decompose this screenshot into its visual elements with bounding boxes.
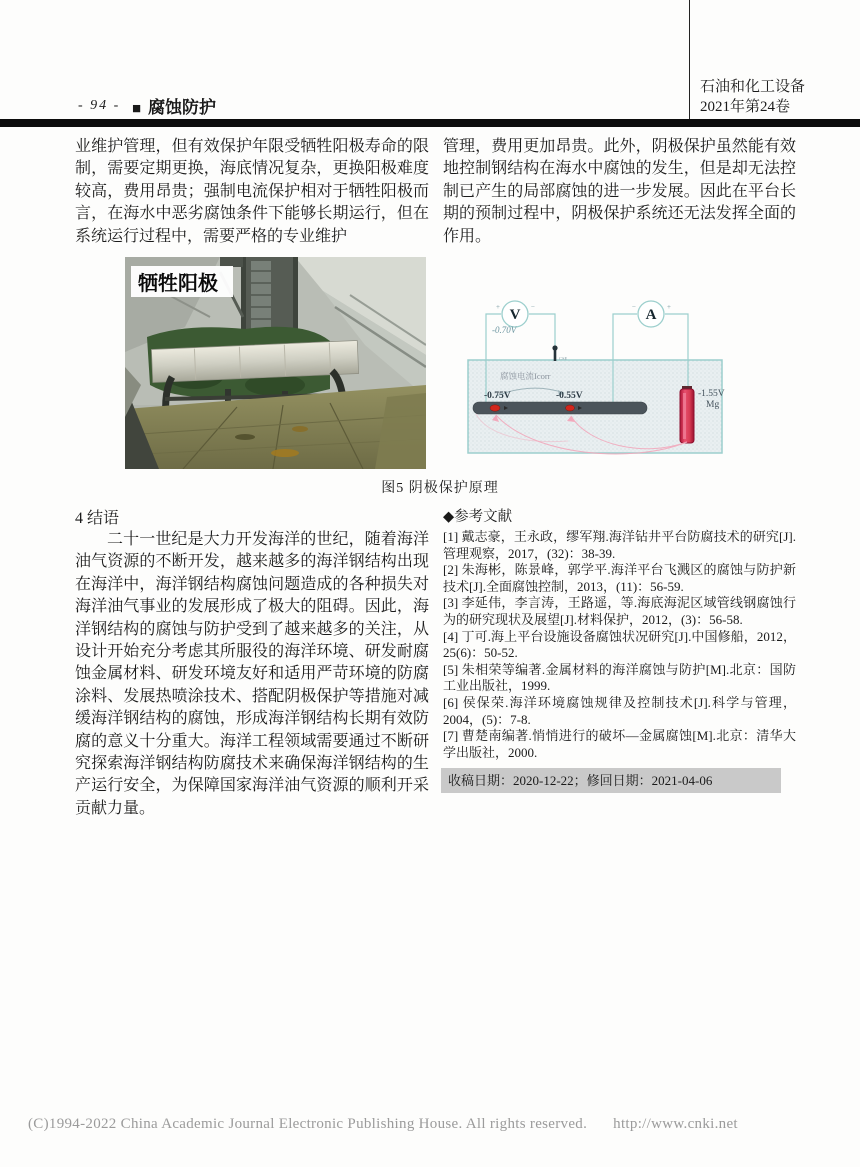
reference-item: [4] 丁可.海上平台设施设备腐蚀状况研究[J].中国修船，2012，25(6)：50-52. [443,628,796,661]
references-heading: ◆参考文献 [443,509,513,525]
section4-heading: 4 结语 [75,510,120,527]
journal-name: 石油和化工设备 [700,79,806,95]
header-divider [689,0,690,119]
corrosion-current-label: 腐蚀电流Icorr [500,371,551,381]
section-header [132,93,216,118]
reference-item: [3] 李延伟，李言涛，王路遥，等.海底海泥区域管线钢腐蚀行为的研究现状及展望[J].材料保护，2012，(3)：56-58. [443,595,796,627]
ammeter-plus: + [667,303,671,311]
references-list [443,529,796,761]
section-title: 腐蚀防护 [148,98,217,117]
corrosion-spot-right [566,405,575,411]
mg-anode-material: Mg [706,400,720,410]
right-paragraph: 管理，费用更加昂贵。此外，阴极保护虽然能有效地控制钢结构在海水中腐蚀的发生，但是却无法控制已产生的局部腐蚀的进一步发展。因此在平台长期的预制过程中，阴极保护系统还无法发挥全面的作用。 [443,138,796,245]
reference-item: [1] 戴志豪，王永政，缪军翔.海洋钻井平台防腐技术的研究[J].管理观察，2017，(32)：38-39. [443,529,796,561]
voltmeter-minus: − [531,303,535,311]
header-rule [0,119,860,127]
section-square-icon: ■ [132,100,142,117]
potential-left-label: -0.75V [484,391,511,401]
dates-bar: 收稿日期：2020-12-22；修回日期：2021-04-06 [441,768,781,793]
reference-item: [7] 曹楚南编著.悄悄进行的破坏—金属腐蚀[M].北京：清华大学出版社，2000. [443,728,796,760]
potential-right-label: -0.55V [556,391,583,401]
reference-item: [6] 侯保荣.海洋环境腐蚀规律及控制技术[J].科学与管理，2004，(5)：7-8. [443,694,796,727]
page-footer [28,1116,818,1133]
mg-anode-potential: -1.55V [698,389,725,399]
sacrificial-anode-photo [125,257,426,469]
reference-item: [5] 朱相荣等编著.金属材料的海洋腐蚀与防护[M].北京：国防工业出版社，1999. [443,661,796,694]
corrosion-spot-left [490,405,500,411]
page-number: - 94 - [78,98,121,113]
journal-info [700,77,805,117]
photo-label: 牺牲阳极 [138,273,218,295]
reference-electrode-label: CSE [559,356,568,361]
voltmeter-reading: -0.70V [492,325,517,335]
copyright-text: (C)1994-2022 China Academic Journal Electronic Publishing House. All rights reserved. [28,1116,588,1132]
voltmeter-symbol: V [509,307,521,323]
photo-illustration [125,257,426,469]
reference-electrode-icon [552,345,557,361]
reference-item: [2] 朱海彬，陈景峰，郭学平.海洋平台飞溅区的腐蚀与防护新技术[J].全面腐蚀控制，2013，(11)：56-59. [443,562,796,594]
ammeter-symbol: A [645,307,657,323]
left-paragraph: 业维护管理，但有效保护年限受牺牲阳极寿命的限制，需要定期更换，海底情况复杂，更换阳极难度较高，费用昂贵；强制电流保护相对于牺牲阳极而言，在海水中恶劣腐蚀条件下能够长期运行，但在系统运行过程中，需要严格的专业维护 [75,138,429,245]
journal-issue: 2021年第24卷 [700,99,791,115]
diagram-illustration [448,292,788,464]
section4-paragraph: 二十一世纪是大力开发海洋的世纪，随着海洋油气资源的不断开发，越来越多的海洋钢结构出现在海洋中，海洋钢结构腐蚀问题造成的各种损失对海洋油气事业的发展形成了极大的阻碍。因此，海洋钢结构的腐蚀与防护受到了越来越多的关注，从设计开始充分考虑其所服役的海洋环境、研发耐腐蚀金属材料、研发环境友好和适用严苛环境的防腐涂料、发展热喷涂技术、搭配阴极保护等措施对减缓海洋钢结构的腐蚀，形成海洋钢结构长期有效防腐的意义十分重大。海洋工程领域需要通过不断研究探索海洋钢结构防腐技术来确保海洋钢结构的生产运行安全，为保障国家海洋油气资源的顺利开采贡献力量。 [75,531,429,817]
figure5-caption: 图5 阴极保护原理 [381,481,499,496]
cnki-url: http://www.cnki.net [613,1116,738,1132]
ammeter-minus: − [632,303,636,311]
mg-anode-bar [680,389,694,443]
voltmeter-plus: + [496,303,500,311]
cathodic-protection-diagram [448,292,788,464]
